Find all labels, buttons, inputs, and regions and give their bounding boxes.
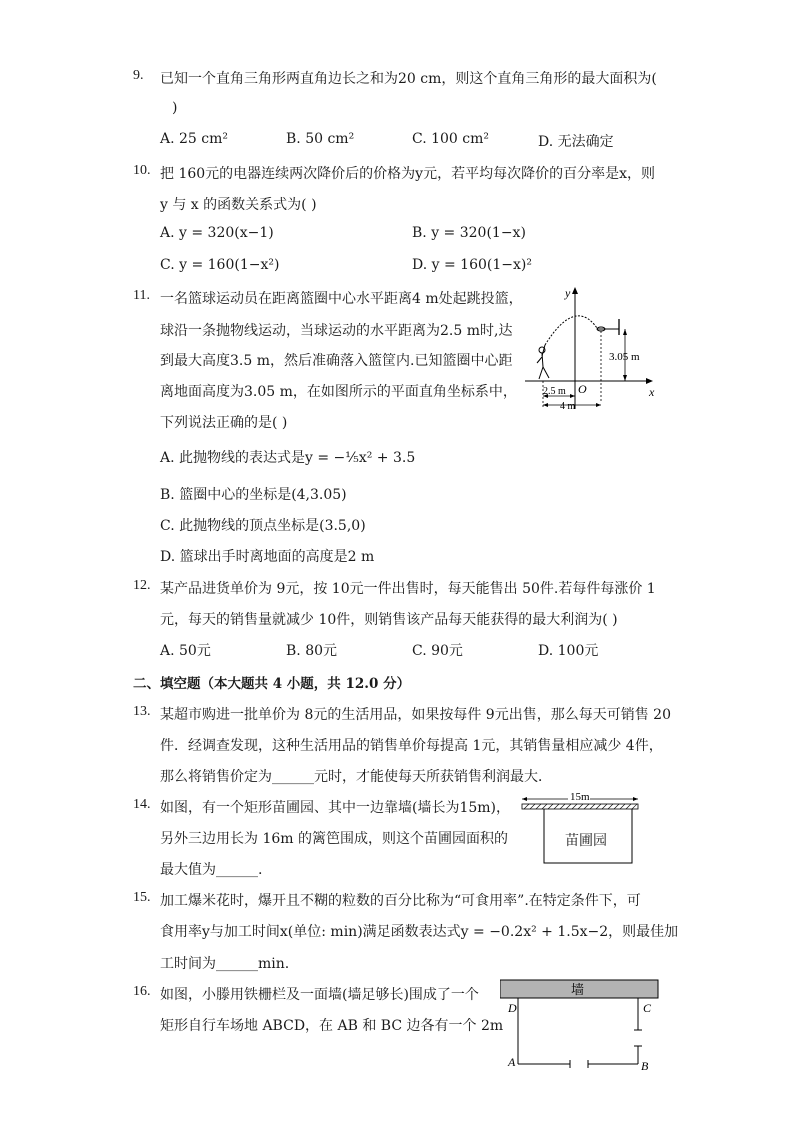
point-d-label: D: [508, 1001, 517, 1015]
dist1-arrow-right-icon: [570, 394, 575, 398]
question-14-text-line3: 最大值为______.: [160, 862, 263, 878]
question-12-option-d: D. 100元: [538, 643, 599, 659]
question-9-text-line1: 已知一个直角三角形两直角边长之和为20 cm，则这个直角三角形的最大面积为(: [160, 71, 657, 87]
question-12-option-a: A. 50元: [160, 643, 211, 659]
wall-arrow-right-icon: [633, 797, 638, 801]
wall-hatching: [524, 804, 637, 809]
question-9-number: 9.: [133, 68, 144, 83]
height-arrow-down-icon: [623, 375, 627, 381]
question-15-text-line1: 加工爆米花时，爆开且不糊的粒数的百分比称为“可食用率”.在特定条件下，可: [160, 893, 641, 909]
question-10-option-a: A. y = 320(x−1): [160, 225, 274, 241]
wall-label: 墙: [571, 982, 585, 997]
origin-label: O: [578, 382, 587, 396]
question-11-text-line1: 一名篮球运动员在距离篮圈中心水平距离4 m处起跳投篮，: [160, 291, 523, 307]
question-11-number: 11.: [133, 288, 150, 303]
point-c-label: C: [643, 1001, 652, 1015]
question-11-option-c: C. 此抛物线的顶点坐标是(3.5,0): [160, 518, 366, 534]
question-10-option-d: D. y = 160(1−x)²: [412, 257, 532, 273]
question-12-text-line1: 某产品进货单价为 9元，按 10元一件出售时，每天能售出 50件.若每件每涨价 1: [160, 581, 656, 597]
question-10-option-c: C. y = 160(1−x²): [160, 257, 280, 273]
question-14-number: 14.: [133, 797, 151, 812]
point-b-label: B: [641, 1059, 649, 1073]
question-9-text-line2: ): [172, 100, 178, 116]
x-axis-arrow-icon: [646, 378, 653, 384]
question-10-option-b: B. y = 320(1−x): [412, 225, 526, 241]
bike-yard-figure: [500, 978, 666, 1074]
question-9-option-c: C. 100 cm²: [412, 131, 490, 147]
basketball-coordinate-figure: [525, 283, 665, 413]
question-13-text-line1: 某超市购进一批单价为 8元的生活用品，如果按每件 9元出售，那么每天可销售 20: [160, 707, 671, 723]
question-13-text-line3: 那么将销售价定为______元时，才能使每天所获销售利润最大．: [160, 769, 552, 785]
x-axis-label: x: [649, 385, 655, 399]
section-title-fill-in: 二、填空题（本大题共 4 小题，共 12.0 分）: [133, 676, 411, 692]
question-11-text-line4: 离地面高度为3.05 m，在如图所示的平面直角坐标系中，: [160, 384, 517, 400]
dist2-arrow-left-icon: [543, 403, 548, 407]
question-13-text-line2: 件．经调查发现，这种生活用品的销售单价每提高 1元，其销售量相应减少 4件，: [160, 738, 663, 754]
question-12-option-b: B. 80元: [286, 643, 338, 659]
question-13-number: 13.: [133, 704, 151, 719]
question-11-option-d: D. 篮球出手时离地面的高度是2 m: [160, 549, 375, 565]
question-10-number: 10.: [133, 163, 151, 178]
question-12-text-line2: 元，每天的销售量就减少 10件，则销售该产品每天能获得的最大利润为( ): [160, 612, 618, 628]
dist2-arrow-right-icon: [596, 403, 601, 407]
question-15-number: 15.: [133, 890, 151, 905]
question-11-option-b: B. 篮圈中心的坐标是(4,3.05): [160, 487, 347, 503]
dist2-label: 4 m: [560, 401, 576, 412]
question-9-option-a: A. 25 cm²: [160, 131, 229, 147]
question-16-text-line1: 如图，小滕用铁栅栏及一面墙(墙足够长)围成了一个: [160, 987, 479, 1003]
wall-arrow-left-icon: [522, 797, 527, 801]
question-10-text-line2: y 与 x 的函数关系式为( ): [160, 197, 317, 213]
question-9-option-b: B. 50 cm²: [286, 131, 355, 147]
question-9-option-d: D. 无法确定: [538, 134, 614, 150]
player-icon: [537, 345, 549, 379]
question-11-text-line2: 球沿一条抛物线运动，当球运动的水平距离为2.5 m时,达: [160, 323, 513, 339]
question-15-text-line3: 工时间为______min.: [160, 956, 290, 972]
question-16-number: 16.: [133, 984, 151, 999]
height-arrow-up-icon: [623, 329, 627, 335]
question-11-text-line5: 下列说法正确的是( ): [160, 415, 288, 431]
question-16-text-line2: 矩形自行车场地 ABCD，在 AB 和 BC 边各有一个 2m: [160, 1018, 504, 1034]
question-15-text-line2: 食用率y与加工时间x(单位: min)满足函数表达式y = −0.2x² + 1.5x−2，则最佳加: [160, 924, 679, 940]
dist1-label: 2.5 m: [543, 386, 566, 397]
height-label: 3.05 m: [609, 351, 640, 363]
garden-label: 苗圃园: [565, 833, 607, 849]
y-axis-arrow-icon: [572, 287, 578, 294]
question-14-text-line1: 如图，有一个矩形苗圃园、其中一边靠墙(墙长为15m)，: [160, 800, 511, 816]
question-12-number: 12.: [133, 578, 151, 593]
y-axis-label: y: [565, 286, 571, 300]
ball-trajectory: [545, 316, 597, 345]
question-11-text-line3: 到最大高度3.5 m，然后准确落入篮筐内.已知篮圈中心距: [160, 353, 513, 369]
question-12-option-c: C. 90元: [412, 643, 463, 659]
question-11-option-a: A. 此抛物线的表达式是y = −⅕x² + 3.5: [160, 450, 416, 466]
point-a-label: A: [508, 1055, 516, 1069]
question-14-text-line2: 另外三边用长为 16m 的篱笆围成，则这个苗圃园面积的: [160, 831, 508, 847]
wall-length-label: 15m: [570, 791, 590, 803]
garden-figure: [518, 789, 642, 867]
question-10-text-line1: 把 160元的电器连续两次降价后的价格为y元，若平均每次降价的百分率是x，则: [160, 166, 655, 182]
